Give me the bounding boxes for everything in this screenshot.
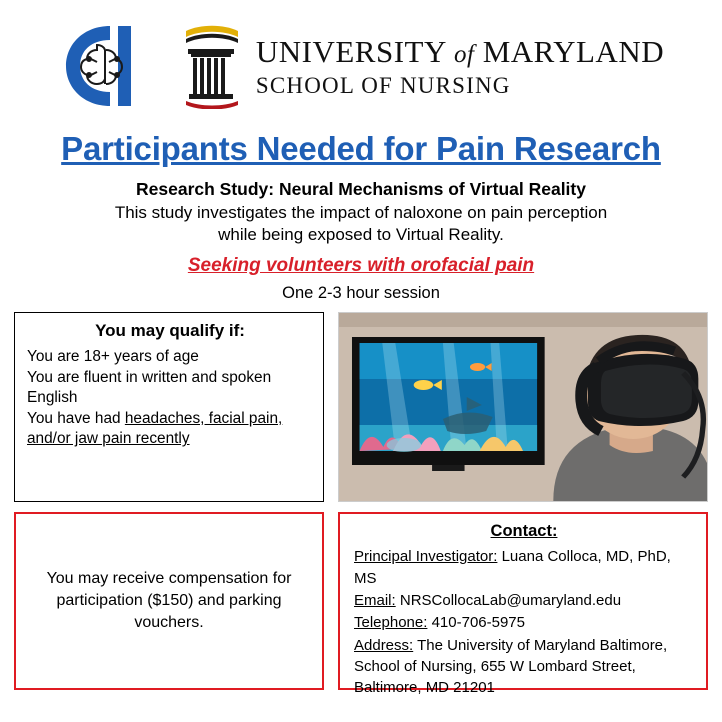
contact-address — [354, 635, 694, 699]
qualify-box — [14, 312, 324, 502]
address-label: Address: — [354, 636, 414, 654]
umd-university-word: UNIVERSITY — [255, 33, 446, 69]
qualify-heading: You may qualify if: — [95, 321, 245, 341]
header-logos — [14, 0, 708, 118]
qualify-item: You are fluent in written and spoken English — [27, 368, 272, 407]
middle-row — [14, 312, 708, 502]
vr-participant-photo — [338, 312, 708, 502]
umd-line-2: SCHOOL OF NURSING — [255, 72, 511, 98]
qualify-item: You have had headaches, facial pain, and/or jaw pain recently — [27, 409, 283, 448]
bottom-row — [14, 512, 708, 697]
contact-box — [338, 512, 708, 697]
email-label: Email: — [354, 591, 396, 609]
contact-heading: Contact: — [490, 522, 558, 541]
address-value: The University of Maryland Baltimore, School of Nursing, 655 W Lombard Street, Baltimore, MD 21201 — [354, 636, 668, 697]
umd-maryland-word: MARYLAND — [482, 33, 665, 69]
compensation-box — [14, 512, 324, 690]
umd-line-1 — [255, 33, 665, 69]
telephone-label: Telephone: — [354, 614, 428, 632]
session-duration-text: One 2-3 hour session — [282, 284, 440, 303]
brain-circuit-logo — [58, 20, 162, 112]
contact-email — [354, 590, 694, 611]
contact-telephone — [354, 612, 694, 633]
compensation-text: You may receive compensation for participation ($150) and parking vouchers. — [46, 570, 292, 632]
study-block — [14, 178, 708, 304]
qualify-item-underlined: headaches, facial pain, and/or jaw pain recently — [27, 409, 283, 448]
seeking-volunteers-text: Seeking volunteers with orofacial pain — [187, 254, 535, 276]
qualify-item: You are 18+ years of age — [27, 348, 199, 366]
telephone-value: 410-706-5975 — [431, 614, 525, 632]
study-heading: Research Study: Neural Mechanisms of Virtual Reality — [136, 179, 586, 199]
umd-school-of-nursing-logo — [180, 23, 664, 109]
umd-column-mark — [180, 23, 242, 109]
study-description: This study investigates the impact of naloxone on pain perception while being exposed to Virtual Reality. — [114, 203, 608, 245]
umd-of-word: of — [453, 40, 475, 68]
pi-value: Luana Colloca, MD, PhD, MS — [354, 548, 671, 587]
pi-label: Principal Investigator: — [354, 548, 498, 566]
page-title: Participants Needed for Pain Research — [61, 130, 661, 167]
email-value[interactable]: NRSCollocaLab@umaryland.edu — [399, 591, 622, 609]
umd-logo-text — [255, 33, 665, 98]
contact-principal-investigator — [354, 546, 694, 589]
